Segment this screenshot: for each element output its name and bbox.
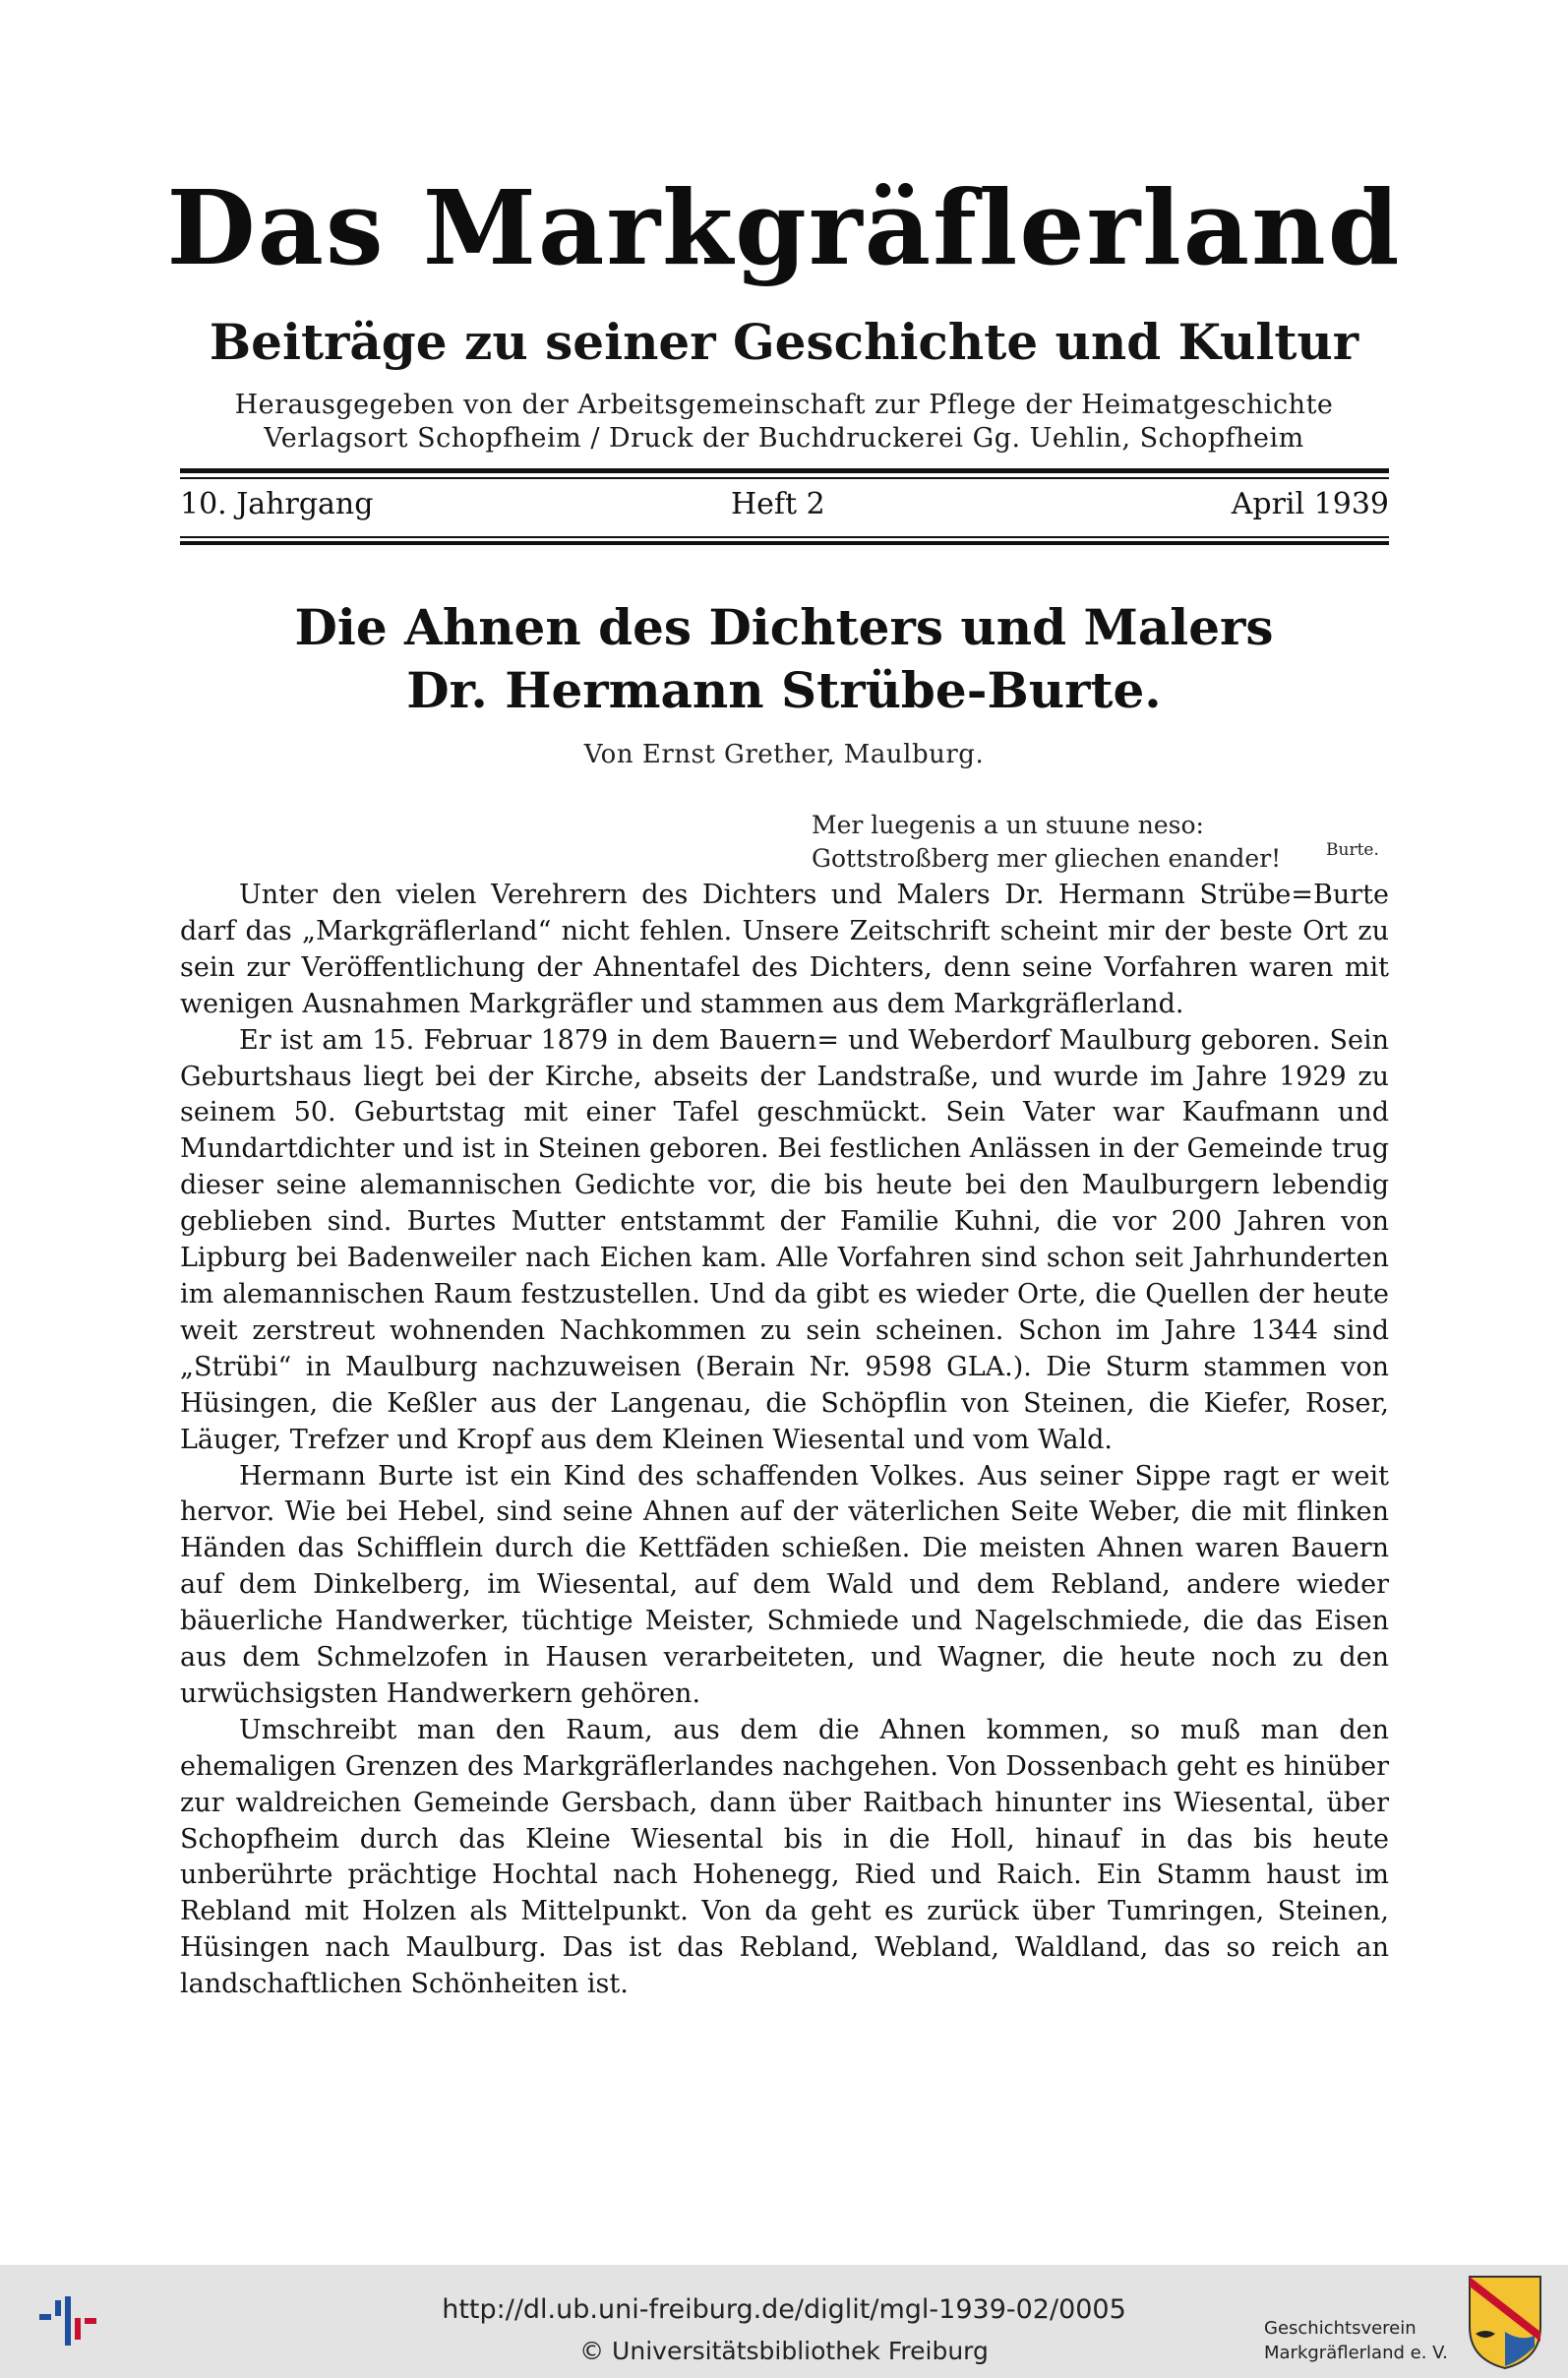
footer-bar xyxy=(0,2265,1568,2378)
coat-of-arms-icon xyxy=(1466,2273,1544,2375)
paragraph: Hermann Burte ist ein Kind des schaffenden Volkes. Aus seiner Sippe ragt er weit hervor. Wie bei Hebel, sind seine Ahnen auf der väterlichen Seite Weber, die mit flinken Händen das Schifflein durch die Kettfäden schießen. Die meisten Ahnen waren Bauern auf dem Dinkelberg, im Wiesental, auf dem Wald und dem Rebland, andere wieder bäuerliche Handwerker, tüchtige Meister, Schmiede und Nagelschmiede, die das Eisen aus dem Schmelzofen in Hausen verarbeiteten, und Wagner, die heute noch zu den urwüchsigsten Handwerkern gehören. xyxy=(180,1460,1389,1709)
publisher-line: Herausgegeben von der Arbeitsgemeinschaft zur Pflege der Heimatgeschichte xyxy=(234,390,1334,420)
paragraph: Unter den vielen Verehrern des Dichters und Malers Dr. Hermann Strübe=Burte darf das „Markgräflerland“ nicht fehlen. Unsere Zeitschrift scheint mir der beste Ort zu sein zur Veröffentlichung der Ahnentafel des Dichters, denn seine Vorfahren waren mit wenigen Ausnahmen Markgräfler und stammen aus dem Markgräflerland. xyxy=(180,880,1389,1019)
article-body xyxy=(180,878,1389,2003)
motto-line-1: Mer luegenis a un stuune neso: xyxy=(812,811,1204,839)
printer-line: Verlagsort Schopfheim / Druck der Buchdruckerei Gg. Uehlin, Schopfheim xyxy=(264,423,1304,454)
masthead-rule-top xyxy=(180,468,1389,473)
society-line-1: Geschichtsverein xyxy=(1264,2318,1417,2339)
copyright-notice: © Universitätsbibliothek Freiburg xyxy=(579,2337,989,2365)
masthead-rule-top-thin xyxy=(180,477,1389,479)
issue-number: Heft 2 xyxy=(731,487,825,521)
issue-date: April 1939 xyxy=(1231,487,1389,521)
issue-rule-bottom xyxy=(180,536,1389,538)
motto-verse xyxy=(812,809,1281,876)
motto-line-2: Gottstroßberg mer gliechen enander! xyxy=(812,844,1282,873)
issue-volume: 10. Jahrgang xyxy=(180,487,374,521)
society-name xyxy=(1264,2316,1448,2365)
article-title-line-1: Die Ahnen des Dichters und Malers xyxy=(294,598,1274,656)
issue-rule-bottom-thick xyxy=(180,541,1389,545)
journal-title: Das Markgräflerland xyxy=(166,167,1402,288)
journal-subtitle: Beiträge zu seiner Geschichte und Kultur xyxy=(209,313,1359,371)
permalink-url[interactable]: http://dl.ub.uni-freiburg.de/diglit/mgl-1939-02/0005 xyxy=(442,2294,1126,2325)
paragraph: Umschreibt man den Raum, aus dem die Ahnen kommen, so muß man den ehemaligen Grenzen des Markgräflerlandes nachgehen. Von Dossenbach geht es hinüber zur waldreichen Gemeinde Gersbach, dann über Raitbach hinunter ins Wiesental, über Schopfheim durch das Kleine Wiesental bis in die Holl, hinauf in das bis heute unberührte prächtige Hochtal nach Hohenegg, Ried und Raich. Ein Stamm haust im Rebland mit Holzen als Mittelpunkt. Von da geht es zurück über Tumringen, Steinen, Hüsingen nach Maulburg. Das ist das Rebland, Webland, Waldland, das so reich an landschaftlichen Schönheiten ist. xyxy=(180,1714,1389,2000)
paragraph: Er ist am 15. Februar 1879 in dem Bauern= und Weberdorf Maulburg geboren. Sein Geburtshaus liegt bei der Kirche, abseits der Landstraße, und wurde im Jahre 1929 zu seinem 50. Geburtstag mit einer Tafel geschmückt. Sein Vater war Kaufmann und Mundartdichter und ist in Steinen geboren. Bei festlichen Anlässen in der Gemeinde trug dieser seine alemannischen Gedichte vor, die bis heute bei den Maulburgern lebendig geblieben sind. Burtes Mutter entstammt der Familie Kuhni, die vor 200 Jahren von Lipburg bei Badenweiler nach Eichen kam. Alle Vorfahren sind schon seit Jahrhunderten im alemannischen Raum festzustellen. Und da gibt es wieder Orte, die Quellen der heute weit zerstreut wohnenden Nachkommen zu sein scheinen. Schon im Jahre 1344 sind „Strübi“ in Maulburg nachzuweisen (Berain Nr. 9598 GLA.). Die Sturm stammen von Hüsingen, die Keßler aus der Langenau, die Schöpflin von Steinen, die Kiefer, Roser, Läuger, Trefzer und Kropf aus dem Kleinen Wiesental und vom Wald. xyxy=(180,1024,1389,1455)
article-title-line-2: Dr. Hermann Strübe-Burte. xyxy=(406,661,1162,719)
motto-author: Burte. xyxy=(1326,840,1379,860)
society-line-2: Markgräflerland e. V. xyxy=(1264,2343,1448,2363)
article-byline: Von Ernst Grether, Maulburg. xyxy=(583,740,985,769)
